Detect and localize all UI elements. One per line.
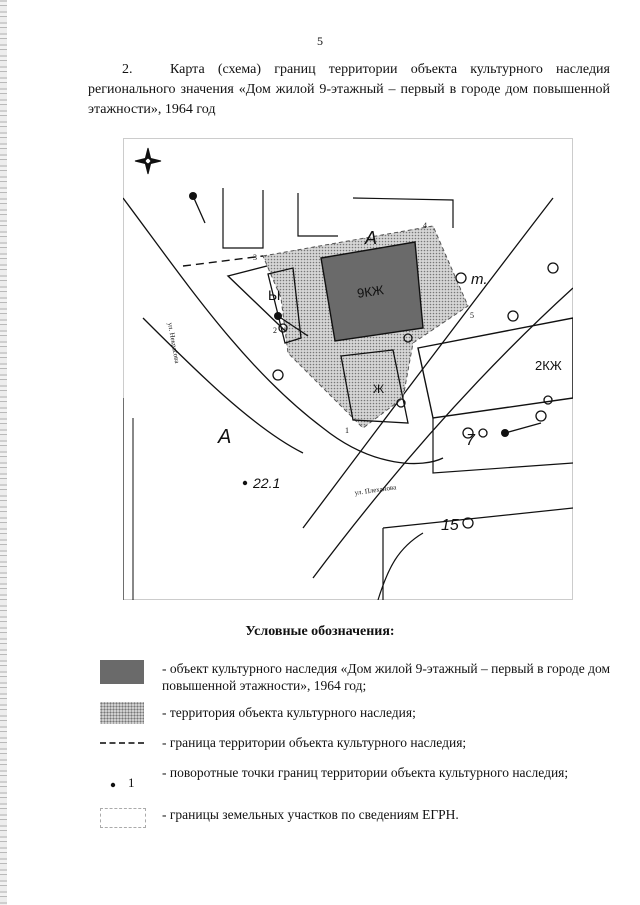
legend-text-territory: - территория объекта культурного наследия;	[162, 705, 416, 720]
point-label-3: 3	[253, 253, 257, 262]
height-mark-dot	[243, 481, 247, 485]
legend-text-building: - объект культурного наследия «Дом жилой 9-этажный – первый в городе дом повышенной этажности», 1964 год;	[162, 661, 611, 693]
number-7-label: 7	[466, 432, 475, 449]
legend-symbol-parcels	[100, 808, 146, 828]
number-15-label: 15	[441, 517, 459, 534]
section-number: 2.	[122, 62, 133, 77]
legend-text-parcels: - границы земельных участков по сведениям ЕГРН.	[162, 807, 459, 822]
height-mark: 22.1	[253, 475, 281, 491]
zone-label-a-left: А	[218, 426, 232, 448]
page-number: 5	[317, 34, 323, 48]
street-label-nekrasova: ул. Некрасова	[166, 321, 182, 365]
letter-m-label: т.	[471, 271, 488, 288]
point-label-1: 1	[345, 426, 349, 435]
legend-title: Условные обозначения:	[245, 624, 395, 639]
street-label-plekhanova: ул. Плеханова	[354, 483, 397, 497]
legend-symbol-boundary	[100, 742, 144, 746]
letter-k-label: Ж	[373, 382, 385, 396]
boundary-map	[123, 138, 573, 600]
point-label-5: 5	[470, 311, 474, 320]
building-right-label: 2КЖ	[535, 358, 562, 373]
section-title: Карта (схема) границ территории объекта культурного наследия регионального значения «Дом жилой 9-этажный – первый в городе дом повышенной этажности», 1964 год	[88, 62, 610, 117]
zone-label-a-top: А	[365, 228, 378, 248]
scan-edge	[0, 0, 7, 905]
building-main-label: 9КЖ	[356, 282, 385, 301]
legend-point-label: 1	[128, 775, 135, 790]
legend-symbol-building	[100, 660, 144, 684]
letter-u-label: Ы	[268, 287, 281, 303]
legend-symbol-territory	[100, 702, 144, 724]
legend-text-points: - поворотные точки границ территории объекта культурного наследия;	[162, 765, 569, 780]
point-label-4: 4	[423, 221, 427, 230]
map-canvas	[123, 138, 573, 600]
legend-text-boundary: - граница территории объекта культурного наследия;	[162, 735, 467, 750]
legend-symbol-points	[100, 771, 144, 795]
section-heading	[88, 60, 610, 120]
point-label-2: 2	[273, 326, 277, 335]
